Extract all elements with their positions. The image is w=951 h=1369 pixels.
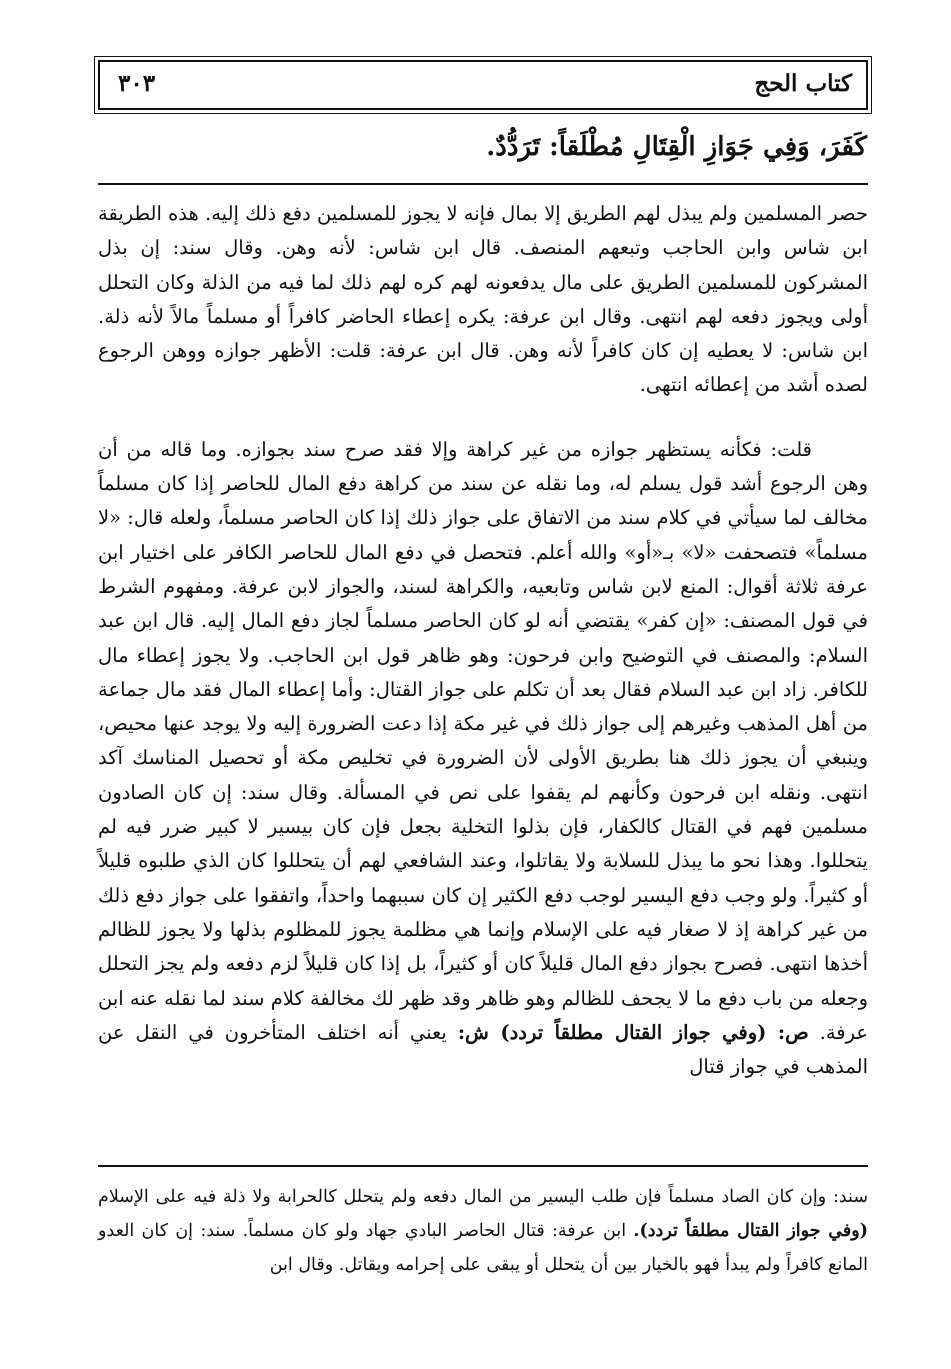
divider-footnote [98,1165,868,1167]
page-number: ٣٠٣ [118,70,156,97]
commentary-paragraph-2 [98,433,868,1085]
book-title: كتاب الحج [754,70,852,97]
matn-text: كَفَرَ، وَفِي جَوَازِ الْقِتَالِ مُطْلَقاً: تَرَدُّدٌ. [486,132,867,162]
commentary-body [98,197,868,1084]
footnote-paragraph [98,1180,868,1282]
commentary-paragraph-1: حصر المسلمين ولم يبذل لهم الطريق إلا بمال فإنه لا يجوز للمسلمين دفع ذلك إليه. هذه الطريقة ابن شاس وابن الحاجب وتبعهم المنصف. قال ابن شاس: لأنه وهن. وقال سند: إن بذل المشركون للمسلمين الطريق على مال يدفعونه لهم كره لهم ذلك لما فيه من الذلة وكان التحلل أولى ويجوز دفعه لهم انتهى. وقال ابن عرفة: يكره إعطاء الحاضر كافراً أو مسلماً مالاً لأنه ذلة. ابن شاس: لا يعطيه إن كان كافراً لأنه وهن. قال ابن عرفة: قلت: الأظهر جوازه ووهن الرجوع لصده أشد من إعطائه انتهى. [98,202,868,397]
commentary-paragraph-2-tail: يعني أنه اختلف المتأخرون في النقل عن المذهب في جواز قتال [98,1020,868,1079]
footnote-text-1: سند: وإن كان الصاد مسلماً فإن طلب اليسير من المال دفعه ولم يتحلل كالحرابة ولا ذلة فيه على الإسلام [98,1187,868,1207]
footnote-text-2: ابن عرفة: قتال الحاصر البادي جهاد ولو كان مسلماً. سند: إن كان العدو المانع كافراً ولم يبدأ فهو بالخيار بين أن يتحلل أو يبقى على إحرامه ويقاتل. وقال ابن [98,1221,868,1275]
matn-quote: ص: (وفي جواز القتال مطلقاً تردد) ش: [457,1020,809,1044]
footnote [98,1180,868,1282]
footnote-matn-quote: (وفي جواز القتال مطلقاً تردد). [633,1221,868,1241]
running-header [98,60,868,110]
divider-top [98,183,868,185]
commentary-paragraph-2-text: قلت: فكأنه يستظهر جوازه من غير كراهة وإلا فقد صرح سند بجوازه. وما قاله من أن وهن الرجوع أشد قول يسلم له، وما نقله عن سند من كراهة دفع المال للحاصر إذا كان مسلماً مخالف لما سيأتي في كلام سند من الاتفاق على جواز ذلك إذا كان الحاصر مسلماً، ولعله قال: «لا مسلماً» فتصحفت «لا» بـ«أو» والله أعلم. فتحصل في دفع المال للحاصر الكافر على اختيار ابن عرفة ثلاثة أقوال: المنع لابن شاس وتابعيه، والكراهة لسند، والجواز لابن عرفة. ومفهوم الشرط في قول المصنف: «إن كفر» يقتضي أنه لو كان الحاصر مسلماً لجاز دفع المال إليه. قال ابن عبد السلام: والمصنف في التوضيح وابن فرحون: وهو ظاهر قول ابن الحاجب. ولا يجوز إعطاء مال للكافر. زاد ابن عبد السلام فقال بعد أن تكلم على جواز القتال: وأما إعطاء المال فقد مال جماعة من أهل المذهب وغيرهم إلى جواز ذلك في غير مكة إذا دعت الضرورة إليه ولا يوجد عنها محيص، وينبغي أن يجوز ذلك هنا بطريق الأولى لأن الضرورة في تخليص مكة أو تحصيل المناسك آكد انتهى. ونقله ابن فرحون وكأنهم لم يقفوا على نص في المسألة. وقال سند: إن كان الصادون مسلمين فهم في القتال كالكفار، فإن بذلوا التخلية بجعل فإن كان بيسير لا كبير ضرر فيه لم يتحللوا. وهذا نحو ما يبذل للسلابة ولا يقاتلوا، وعند الشافعي لهم أن يتحللوا كان الذي طلبوه قليلاً أو كثيراً. ولو وجب دفع اليسير لوجب دفع الكثير إن كان سببهما واحداً، واتفقوا على جواز دفع ذلك من غير كراهة إذ لا صغار فيه على الإسلام وإنما هي مظلمة يجوز للمظلوم بذلها ولا يجوز للظالم أخذها انتهى. فصرح بجواز دفع المال قليلاً كان أو كثيراً، بل إذا كان قليلاً لزم دفعه ولم يجز التحلل وجعله من باب دفع ما لا يجحف للظالم وهو ظاهر وقد ظهر لك مخالفة كلام سند لما نقله عنه ابن عرفة. [98,437,869,1044]
